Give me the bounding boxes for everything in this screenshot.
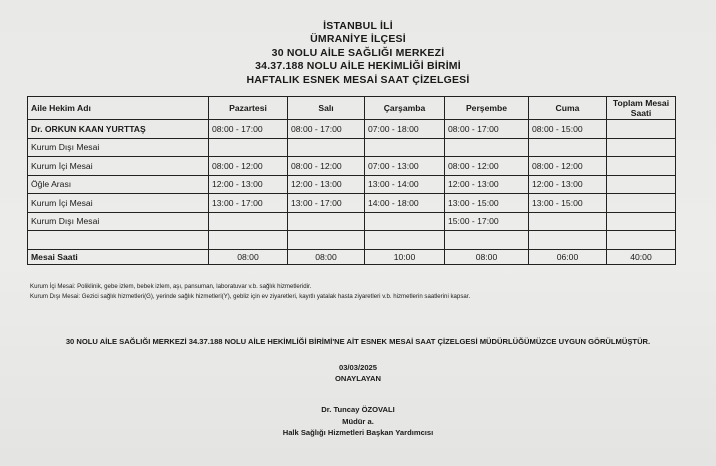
table-cell: 07:00 - 13:00 bbox=[365, 157, 445, 176]
table-row bbox=[28, 175, 676, 194]
total-cell: 10:00 bbox=[365, 249, 445, 264]
col-header-total: Toplam Mesai Saati bbox=[607, 97, 676, 120]
table-cell: 08:00 - 12:00 bbox=[445, 157, 529, 176]
table-cell bbox=[607, 175, 676, 194]
table-cell: 13:00 - 17:00 bbox=[288, 194, 365, 213]
row-label: Kurum İçi Mesai bbox=[28, 194, 209, 213]
row-label: Kurum Dışı Mesai bbox=[28, 138, 209, 157]
table-cell: 13:00 - 15:00 bbox=[445, 194, 529, 213]
row-label: Öğle Arası bbox=[28, 175, 209, 194]
col-header-wednesday: Çarşamba bbox=[365, 97, 445, 120]
table-cell: 13:00 - 14:00 bbox=[365, 175, 445, 194]
table-cell: 12:00 - 13:00 bbox=[529, 175, 607, 194]
table-cell: 08:00 - 17:00 bbox=[445, 120, 529, 139]
col-header-friday: Cuma bbox=[529, 97, 607, 120]
approval-statement: 30 NOLU AİLE SAĞLIĞI MERKEZİ 34.37.188 NOLU AİLE HEKİMLİĞİ BİRİMİ'NE AİT ESNEK MESAİ SAAT ÇİZELGESİ MÜDÜRLÜĞÜMÜZCE UYGUN GÖRÜLMÜŞTÜR. bbox=[65, 337, 651, 346]
header-district: ÜMRANİYE İLÇESİ bbox=[310, 33, 406, 46]
approval-status: ONAYLAYAN bbox=[334, 373, 381, 383]
table-cell: 08:00 - 17:00 bbox=[209, 120, 288, 139]
header-health-center: 30 NOLU AİLE SAĞLIĞI MERKEZİ bbox=[271, 46, 445, 59]
table-cell: 07:00 - 18:00 bbox=[365, 120, 445, 139]
table-cell: 13:00 - 15:00 bbox=[529, 194, 607, 213]
signatory-role: Müdür a. bbox=[342, 416, 374, 426]
signatory-block bbox=[0, 404, 716, 439]
table-cell: 12:00 - 13:00 bbox=[288, 175, 365, 194]
table-row bbox=[28, 212, 676, 231]
table-cell: 08:00 - 12:00 bbox=[529, 157, 607, 176]
document-header bbox=[0, 20, 716, 87]
row-label: Kurum İçi Mesai bbox=[28, 157, 209, 176]
header-unit: 34.37.188 NOLU AİLE HEKİMLİĞİ BİRİMİ bbox=[255, 60, 461, 73]
note-external-hours: Kurum Dışı Mesai: Gezici sağlık hizmetleri(G), yerinde sağlık hizmetleri(Y), gebliz için ev ziyaretleri, kayıtlı yatalak hasta ziyaretleri v.b. hizmetlerin saatlerini kapsar. bbox=[30, 293, 471, 300]
table-cell bbox=[288, 138, 365, 157]
header-title: HAFTALIK ESNEK MESAİ SAAT ÇİZELGESİ bbox=[246, 73, 470, 86]
note-internal-hours: Kurum İçi Mesai: Poliklinik, gebe izlem, bebek izlem, aşı, pansuman, laboratuvar v.b. sağlık hizmetleridir. bbox=[30, 283, 312, 290]
table-cell: 12:00 - 13:00 bbox=[209, 175, 288, 194]
table-cell bbox=[529, 138, 607, 157]
total-cell: 06:00 bbox=[529, 249, 607, 264]
total-cell: 08:00 bbox=[209, 249, 288, 264]
table-row bbox=[28, 138, 676, 157]
total-cell: 08:00 bbox=[445, 249, 529, 264]
table-cell: 08:00 - 12:00 bbox=[209, 157, 288, 176]
table-cell: 13:00 - 17:00 bbox=[209, 194, 288, 213]
table-cell bbox=[607, 157, 676, 176]
table-header-row bbox=[28, 97, 676, 120]
table-cell: 08:00 - 17:00 bbox=[288, 120, 365, 139]
table-cell bbox=[209, 231, 288, 250]
table-cell: 15:00 - 17:00 bbox=[445, 212, 529, 231]
table-cell bbox=[209, 212, 288, 231]
table-row bbox=[28, 157, 676, 176]
total-row bbox=[28, 249, 676, 264]
table-cell: 08:00 - 12:00 bbox=[288, 157, 365, 176]
approval-date: 03/03/2025 bbox=[338, 363, 377, 372]
col-header-monday: Pazartesi bbox=[209, 97, 288, 120]
table-cell bbox=[607, 194, 676, 213]
signatory-title: Halk Sağlığı Hizmetleri Başkan Yardımcısı bbox=[282, 428, 434, 438]
table-cell: 12:00 - 13:00 bbox=[445, 175, 529, 194]
table-cell bbox=[365, 212, 445, 231]
table-cell bbox=[529, 231, 607, 250]
signatory-name: Dr. Tuncay ÖZOVALI bbox=[321, 405, 395, 414]
table-cell bbox=[607, 231, 676, 250]
table-cell bbox=[607, 212, 676, 231]
table-row bbox=[28, 120, 676, 139]
footnotes bbox=[30, 282, 470, 302]
table-cell bbox=[288, 212, 365, 231]
row-label: Dr. ORKUN KAAN YURTTAŞ bbox=[28, 120, 209, 139]
schedule-table bbox=[27, 96, 676, 265]
table-cell bbox=[209, 138, 288, 157]
table-cell bbox=[607, 120, 676, 139]
col-header-tuesday: Salı bbox=[288, 97, 365, 120]
row-label bbox=[28, 231, 209, 250]
approval-block bbox=[0, 363, 716, 384]
total-row-label: Mesai Saati bbox=[28, 249, 209, 264]
col-header-thursday: Perşembe bbox=[445, 97, 529, 120]
header-province: İSTANBUL İLİ bbox=[323, 20, 393, 32]
table-cell bbox=[607, 138, 676, 157]
table-cell bbox=[529, 212, 607, 231]
total-cell: 08:00 bbox=[288, 249, 365, 264]
grand-total-cell: 40:00 bbox=[607, 249, 676, 264]
table-row bbox=[28, 231, 676, 250]
table-row bbox=[28, 194, 676, 213]
table-cell bbox=[365, 231, 445, 250]
table-cell bbox=[288, 231, 365, 250]
table-cell: 14:00 - 18:00 bbox=[365, 194, 445, 213]
table-cell bbox=[445, 138, 529, 157]
row-label: Kurum Dışı Mesai bbox=[28, 212, 209, 231]
table-cell bbox=[445, 231, 529, 250]
table-cell bbox=[365, 138, 445, 157]
table-cell: 08:00 - 15:00 bbox=[529, 120, 607, 139]
col-header-doctor: Aile Hekim Adı bbox=[28, 97, 209, 120]
